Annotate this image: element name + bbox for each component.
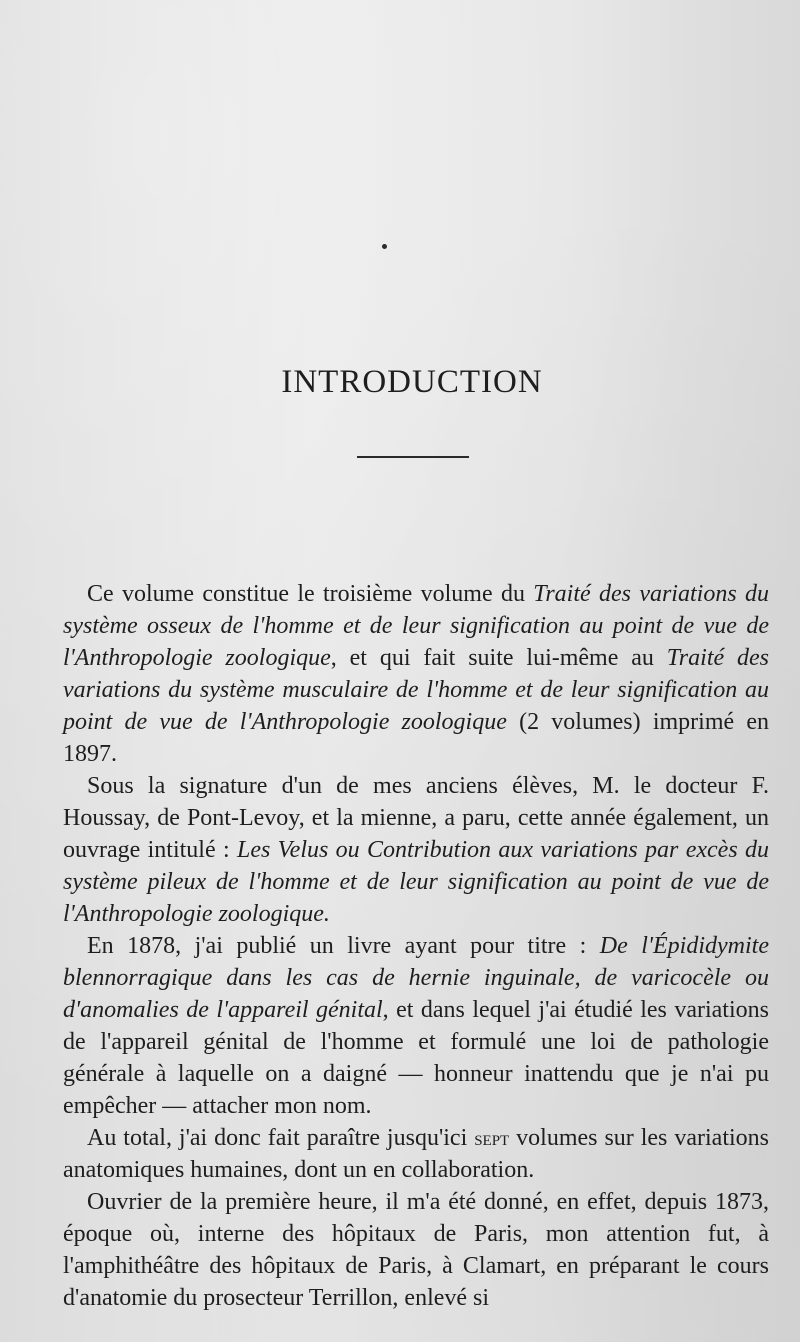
page-title: INTRODUCTION: [281, 364, 543, 400]
ink-speck: [382, 244, 387, 249]
paragraph-text: En 1878, j'ai publié un livre ayant pour titre :: [87, 933, 600, 959]
italic-title-text: Traité des variations du système musculaire de l'homme et de leur signification au point de vue de l'Anthropologie zoologique: [63, 645, 769, 735]
paragraph-text: Sous la signature d'un de mes anciens élèves, M. le docteur F. Houssay, de Pont-Levoy, et la mienne, a paru, cette année également, un ouvrage intitulé :: [63, 773, 769, 863]
paragraph: [63, 578, 769, 770]
paragraph-text: , et qui fait suite lui-même au: [330, 645, 667, 671]
paragraph: [63, 770, 769, 930]
paragraph: [63, 1186, 769, 1314]
paragraph-text: , et dans lequel j'ai étudié les variations de l'appareil génital de l'homme et formulé une loi de pathologie générale à laquelle on a daigné — honneur inattendu que je n'ai pu empêcher — attacher mon nom.: [63, 997, 769, 1119]
italic-title-text: De l'Épididymite blennorragique dans les cas de hernie inguinale, de varicocèle ou d'anomalies de l'appareil génital: [63, 933, 769, 1023]
body-text: [63, 578, 769, 1314]
paragraph: [63, 930, 769, 1122]
smallcaps-text: sept: [474, 1125, 510, 1150]
paragraph-text: Ouvrier de la première heure, il m'a été donné, en effet, depuis 1873, époque où, interne des hôpitaux de Paris, mon attention fut, à l'amphithéâtre des hôpitaux de Paris, à Clamart, en préparant le cours d'anatomie du prosecteur Terrillon, enlevé si: [63, 1189, 769, 1311]
italic-title-text: Les Velus ou Contribution aux variations par excès du système pileux de l'homme et de leur signification au point de vue de l'Anthropologie zoologique.: [63, 837, 769, 927]
title-divider: [357, 456, 469, 458]
paragraph-text: Ce volume constitue le troisième volume du: [87, 581, 534, 607]
paragraph-text: Au total, j'ai donc fait paraître jusqu'ici: [87, 1125, 475, 1151]
paragraph-text: volumes sur les variations anatomiques humaines, dont un en collaboration.: [63, 1125, 769, 1183]
italic-title-text: Traité des variations du système osseux de l'homme et de leur signification au point de vue de l'Anthropologie zoologique: [63, 581, 769, 671]
paragraph: [63, 1122, 769, 1186]
paragraph-text: (2 volumes) imprimé en 1897.: [63, 709, 770, 767]
